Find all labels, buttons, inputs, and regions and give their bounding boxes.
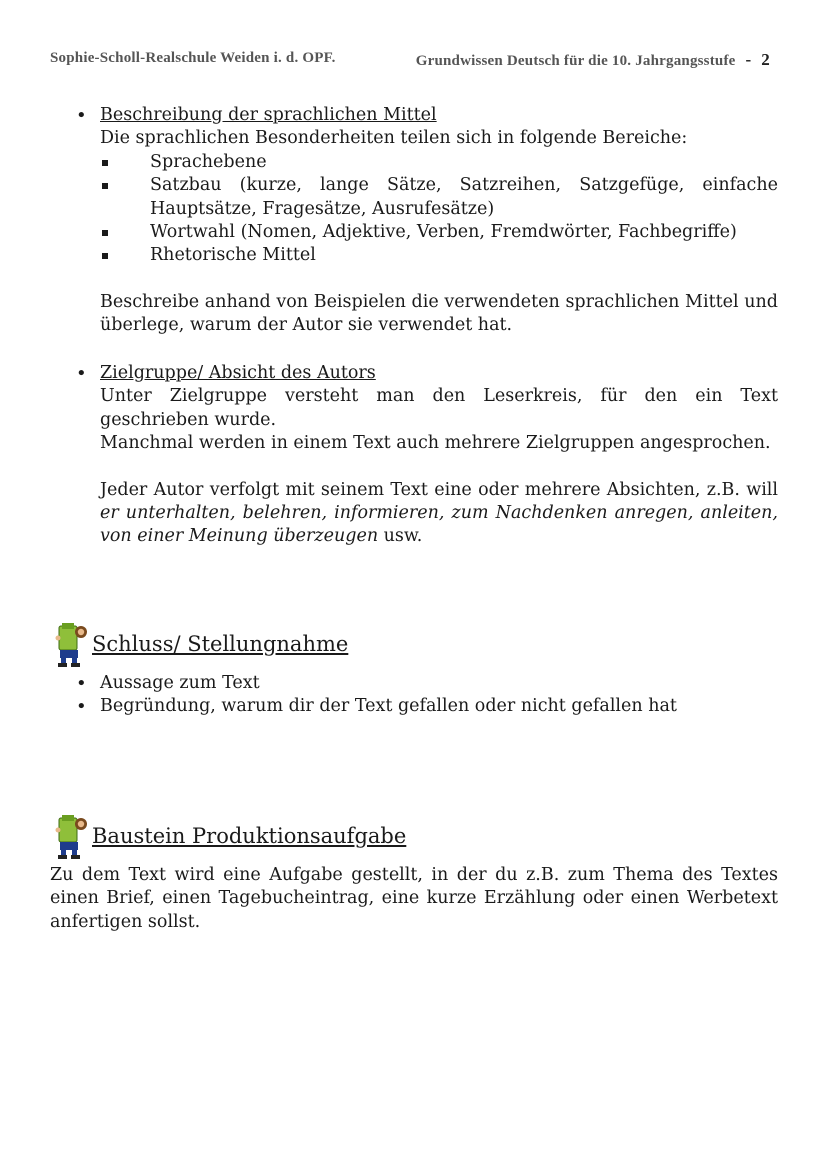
list-item: Rhetorische Mittel [100, 244, 778, 267]
list-item: Sprachebene [100, 151, 778, 174]
heading-zielgruppe: Zielgruppe/ Absicht des Autors [100, 363, 376, 383]
list-item: • Begründung, warum dir der Text gefallen oder nicht gefallen hat [76, 696, 677, 718]
list-item: Satzbau (kurze, lange Sätze, Satzreihen, Satzgefüge, einfache Hauptsätze, Fragesätze, Ausrufesätze) [100, 174, 778, 221]
page-number: 2 [761, 50, 770, 69]
school-name: Sophie-Scholl-Realschule Weiden i. d. OPF. [50, 50, 336, 66]
section-sprachliche-mittel [50, 104, 778, 338]
schluss-title: Schluss/ Stellungnahme [50, 620, 348, 668]
section-zielgruppe [50, 362, 778, 549]
bullet-dot: • [76, 363, 87, 384]
document-title: Grundwissen Deutsch für die 10. Jahrgangsstufe [415, 53, 736, 69]
section-schluss [50, 672, 778, 719]
produktion-text: Zu dem Text wird eine Aufgabe gestellt, in der du z.B. zum Thema des Textes einen Brief, einen Tagebucheintrag, eine kurze Erzählung oder einen Werbetext anfertigen sollst. [50, 865, 778, 932]
schluss-list [50, 672, 778, 719]
zielgruppe-p3: Jeder Autor verfolgt mit seinem Text eine oder mehrere Absichten, z.B. will er unterhalten, belehren, informieren, zum Nachdenken anregen, anleiten, von einer Meinung überzeugen usw. [100, 479, 778, 547]
page-marker: - [745, 50, 752, 69]
list-item: • Aussage zum Text [76, 673, 260, 694]
page-header [50, 50, 770, 72]
list-item: Wortwahl (Nomen, Adjektive, Verben, Fremdwörter, Fachbegriffe) [100, 221, 778, 244]
heading-sprachliche-mittel: Beschreibung der sprachlichen Mittel [100, 105, 437, 125]
student-figure-icon [50, 622, 90, 668]
section-produktion [50, 864, 778, 934]
bullet-dot: • [76, 105, 87, 126]
intro-text: Die sprachlichen Besonderheiten teilen sich in folgende Bereiche: [100, 128, 688, 149]
student-figure-icon [50, 814, 90, 860]
instruction-text: Beschreibe anhand von Beispielen die verwendeten sprachlichen Mittel und überlege, warum der Autor sie verwendet hat. [100, 291, 778, 336]
produktion-title: Baustein Produktionsaufgabe [50, 812, 406, 860]
zielgruppe-p1: Unter Zielgruppe versteht man den Leserkreis, für den ein Text geschrieben wurde. [100, 386, 778, 430]
bereiche-list [100, 151, 778, 268]
header-right [416, 50, 770, 70]
zielgruppe-p2: Manchmal werden in einem Text auch mehrere Zielgruppen angesprochen. [100, 433, 771, 454]
